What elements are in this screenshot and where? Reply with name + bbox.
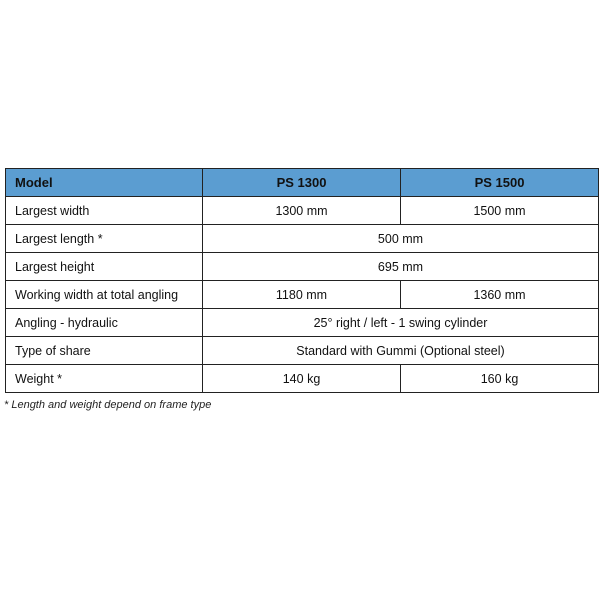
row-value-shared: 500 mm (203, 225, 599, 253)
table-row (6, 309, 599, 337)
row-value-ps1500: 1360 mm (401, 281, 599, 309)
table-row (6, 225, 599, 253)
spec-table (5, 168, 599, 393)
table-row (6, 253, 599, 281)
row-label: Angling - hydraulic (6, 309, 203, 337)
row-label: Type of share (6, 337, 203, 365)
table-row (6, 365, 599, 393)
row-label: Working width at total angling (6, 281, 203, 309)
header-model-label: Model (6, 169, 203, 197)
row-value-ps1300: 1180 mm (203, 281, 401, 309)
row-label: Weight * (6, 365, 203, 393)
row-value-shared: 25° right / left - 1 swing cylinder (203, 309, 599, 337)
row-value-ps1500: 160 kg (401, 365, 599, 393)
table-row (6, 281, 599, 309)
row-label: Largest length * (6, 225, 203, 253)
table-body (6, 197, 599, 393)
row-value-shared: Standard with Gummi (Optional steel) (203, 337, 599, 365)
header-model-ps1300: PS 1300 (203, 169, 401, 197)
table-header (6, 169, 599, 197)
row-value-ps1300: 140 kg (203, 365, 401, 393)
footnote: * Length and weight depend on frame type (4, 399, 212, 411)
table-row (6, 337, 599, 365)
header-row (6, 169, 599, 197)
row-label: Largest width (6, 197, 203, 225)
row-value-ps1300: 1300 mm (203, 197, 401, 225)
row-value-ps1500: 1500 mm (401, 197, 599, 225)
header-model-ps1500: PS 1500 (401, 169, 599, 197)
row-label: Largest height (6, 253, 203, 281)
table-row (6, 197, 599, 225)
row-value-shared: 695 mm (203, 253, 599, 281)
